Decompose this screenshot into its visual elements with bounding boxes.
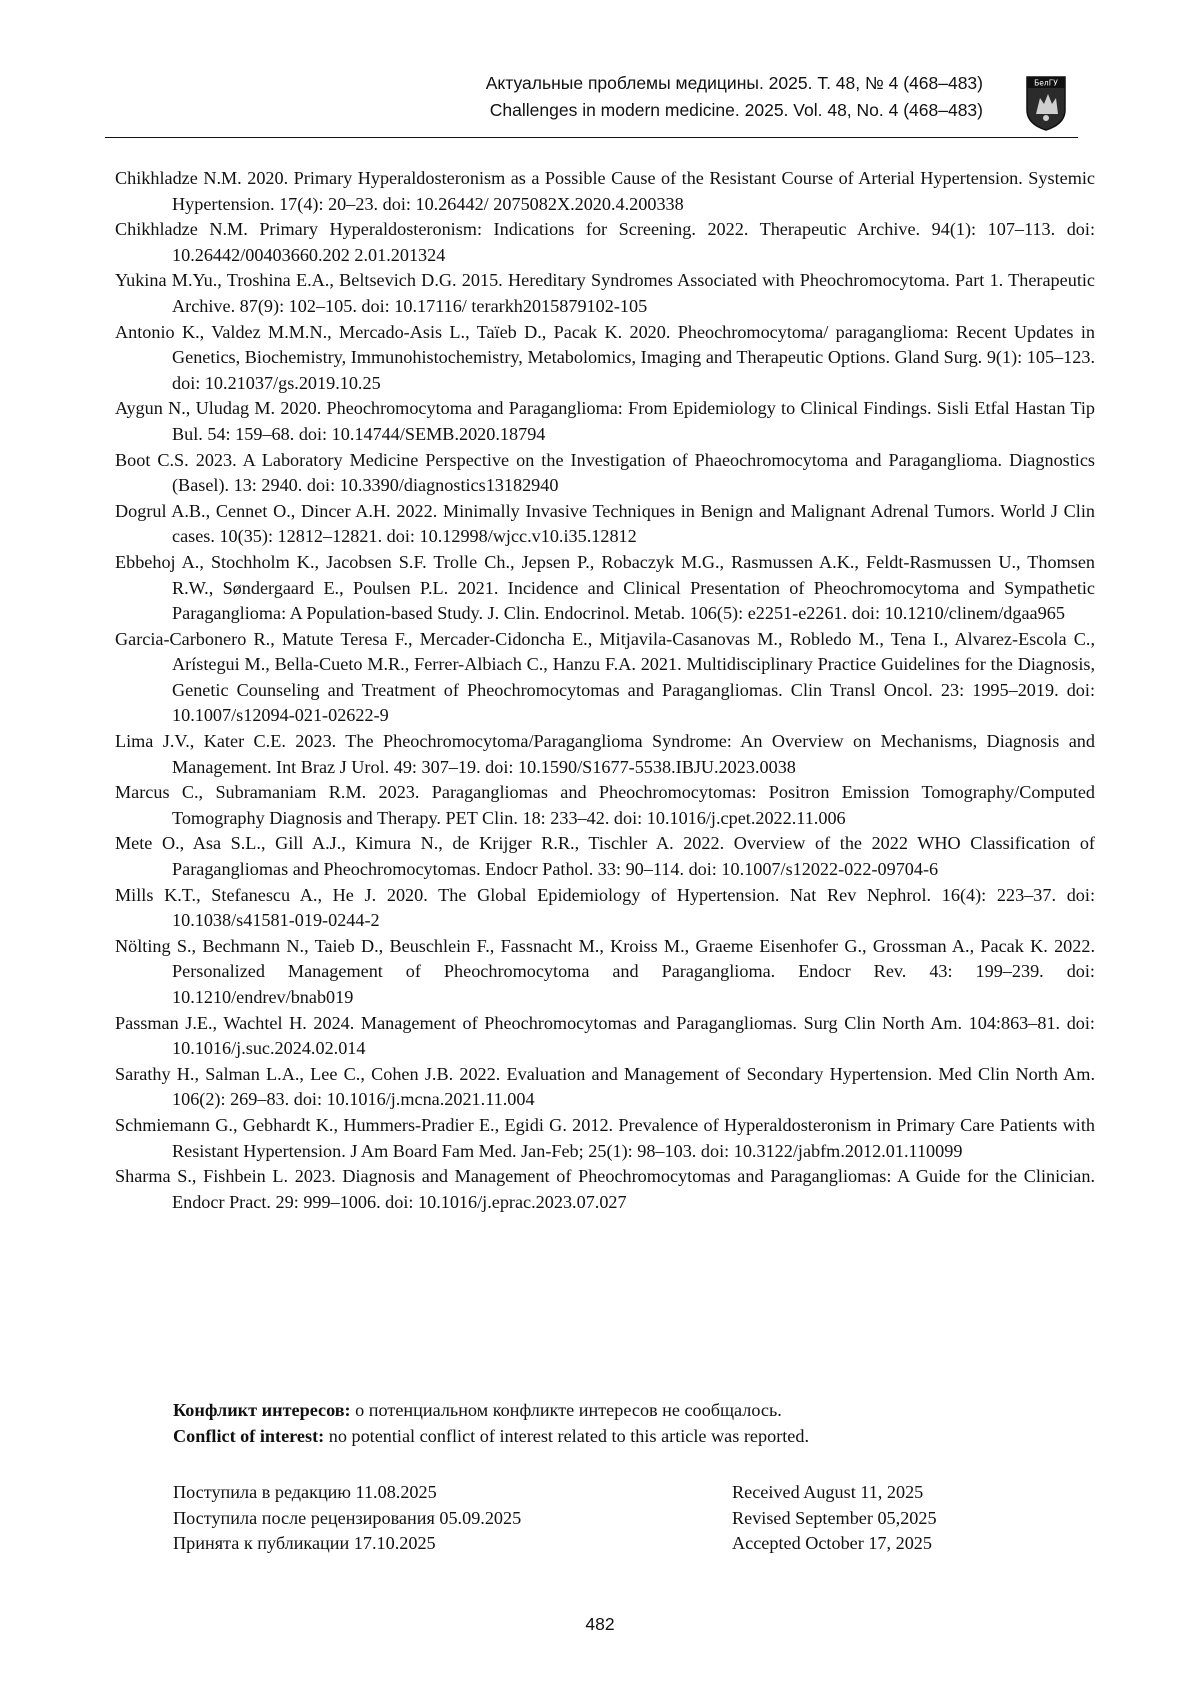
university-emblem-icon	[1024, 74, 1068, 132]
date-accepted-en: Accepted October 17, 2025	[732, 1533, 932, 1554]
conflict-ru-label: Конфликт интересов:	[173, 1400, 351, 1420]
reference-entry: Chikhladze N.M. Primary Hyperaldosteronism: Indications for Screening. 2022. Therapeutic Archive. 94(1): 107–113. doi: 10.26442/00403660.202 2.01.201324	[115, 219, 1095, 265]
reference-entry: Lima J.V., Kater C.E. 2023. The Pheochromocytoma/Paraganglioma Syndrome: An Overview on Mechanisms, Diagnosis and Management. Int Braz J Urol. 49: 307–19. doi: 10.1590/S1677-5538.IBJU.2023.0038	[115, 731, 1095, 777]
date-revised-en: Revised September 05,2025	[732, 1507, 937, 1528]
reference-entry: Ebbehoj A., Stochholm K., Jacobsen S.F. Trolle Ch., Jepsen P., Robaczyk M.G., Rasmussen A.K., Feldt-Rasmussen U., Thomsen R.W., Søndergaard E., Poulsen P.L. 2021. Incidence and Clinical Presentation of Pheochromocytoma and Sympathetic Paraganglioma: A Population-based Study. J. Clin. Endocrinol. Metab. 106(5): e2251-e2261. doi: 10.1210/clinem/dgaa965	[115, 551, 1095, 624]
reference-list	[115, 166, 1095, 1215]
dates-russian	[173, 1480, 693, 1557]
conflict-ru-text: о потенциальном конфликте интересов не сообщалось.	[350, 1400, 782, 1420]
conflict-en-text: no potential conflict of interest related to this article was reported.	[324, 1425, 810, 1446]
reference-entry: Sarathy H., Salman L.A., Lee C., Cohen J.B. 2022. Evaluation and Management of Secondary Hypertension. Med Clin North Am. 106(2): 269–83. doi: 10.1016/j.mcna.2021.11.004	[115, 1063, 1095, 1110]
reference-entry: Marcus C., Subramaniam R.M. 2023. Paragangliomas and Pheochromocytomas: Positron Emission Tomography/Computed Tomography Diagnosis and Therapy. PET Clin. 18: 233–42. doi: 10.1016/j.cpet.2022.11.006	[115, 782, 1095, 828]
running-header	[105, 70, 1078, 138]
emblem-lettering: БелГУ	[1034, 78, 1058, 88]
conflict-of-interest	[173, 1398, 1073, 1449]
reference-entry: Mete O., Asa S.L., Gill A.J., Kimura N., de Krijger R.R., Tischler A. 2022. Overview of the 2022 WHO Classification of Paragangliomas and Pheochromocytomas. Endocr Pathol. 33: 90–114. doi: 10.1007/s12022-022-09704-6	[115, 833, 1095, 880]
reference-entry: Boot C.S. 2023. A Laboratory Medicine Perspective on the Investigation of Phaeochromocytoma and Paraganglioma. Diagnostics (Basel). 13: 2940. doi: 10.3390/diagnostics13182940	[115, 449, 1095, 496]
reference-entry: Nölting S., Bechmann N., Taieb D., Beuschlein F., Fassnacht M., Kroiss M., Graeme Eisenhofer G., Grossman A., Pacak K. 2022. Personalized Management of Pheochromocytoma and Paraganglioma. Endocr Rev. 43: 199–239. doi: 10.1210/endrev/bnab019	[115, 935, 1095, 1007]
reference-entry: Schmiemann G., Gebhardt K., Hummers-Pradier E., Egidi G. 2012. Prevalence of Hyperaldosteronism in Primary Care Patients with Resistant Hypertension. J Am Board Fam Med. Jan-Feb; 25(1): 98–103. doi: 10.3122/jabfm.2012.01.110099	[115, 1114, 1095, 1161]
date-accepted-ru: Принята к публикации 17.10.2025	[173, 1533, 436, 1554]
reference-entry: Mills K.T., Stefanescu A., He J. 2020. The Global Epidemiology of Hypertension. Nat Rev Nephrol. 16(4): 223–37. doi: 10.1038/s41581-019-0244-2	[115, 884, 1095, 931]
reference-entry: Sharma S., Fishbein L. 2023. Diagnosis and Management of Pheochromocytomas and Paragangliomas: A Guide for the Clinician. Endocr Pract. 29: 999–1006. doi: 10.1016/j.eprac.2023.07.027	[115, 1166, 1095, 1212]
reference-entry: Garcia-Carbonero R., Matute Teresa F., Mercader-Cidoncha E., Mitjavila-Casanovas M., Robledo M., Tena I., Alvarez-Escola C., Arístegui M., Bella-Cueto M.R., Ferrer-Albiach C., Hanzu F.A. 2021. Multidisciplinary Practice Guidelines for the Diagnosis, Genetic Counseling and Treatment of Pheochromocytomas and Paragangliomas. Clin Transl Oncol. 23: 1995–2019. doi: 10.1007/s12094-021-02622-9	[115, 628, 1095, 726]
journal-citation	[486, 70, 983, 124]
date-revised-ru: Поступила после рецензирования 05.09.2025	[173, 1507, 522, 1528]
conflict-ru	[173, 1398, 1073, 1424]
dates-english	[732, 1480, 1052, 1557]
reference-entry: Aygun N., Uludag M. 2020. Pheochromocytoma and Paraganglioma: From Epidemiology to Clinical Findings. Sisli Etfal Hastan Tip Bul. 54: 159–68. doi: 10.14744/SEMB.2020.18794	[115, 398, 1095, 444]
reference-entry: Yukina M.Yu., Troshina E.A., Beltsevich D.G. 2015. Hereditary Syndromes Associated with Pheochromocytoma. Part 1. Therapeutic Archive. 87(9): 102–105. doi: 10.17116/ terarkh2015879102-105	[115, 270, 1095, 316]
reference-entry: Passman J.E., Wachtel H. 2024. Management of Pheochromocytomas and Paragangliomas. Surg Clin North Am. 104:863–81. doi: 10.1016/j.suc.2024.02.014	[115, 1012, 1095, 1059]
page-number: 482	[585, 1614, 615, 1634]
reference-entry: Antonio K., Valdez M.M.N., Mercado-Asis L., Taïeb D., Pacak K. 2020. Pheochromocytoma/ paraganglioma: Recent Updates in Genetics, Biochemistry, Immunohistochemistry, Metabolomics, Imaging and Therapeutic Options. Gland Surg. 9(1): 105–123. doi: 10.21037/gs.2019.10.25	[115, 321, 1095, 393]
journal-citation-ru: Актуальные проблемы медицины. 2025. Т. 48, № 4 (468–483)	[485, 73, 983, 93]
header-divider	[105, 137, 1078, 138]
date-received-en: Received August 11, 2025	[732, 1482, 924, 1502]
journal-citation-en: Challenges in modern medicine. 2025. Vol. 48, No. 4 (468–483)	[489, 100, 983, 120]
reference-entry: Dogrul A.B., Cennet O., Dincer A.H. 2022. Minimally Invasive Techniques in Benign and Malignant Adrenal Tumors. World J Clin cases. 10(35): 12812–12821. doi: 10.12998/wjcc.v10.i35.12812	[115, 500, 1095, 547]
date-received-ru: Поступила в редакцию 11.08.2025	[173, 1482, 437, 1502]
conflict-en	[173, 1424, 1073, 1450]
reference-entry: Chikhladze N.M. 2020. Primary Hyperaldosteronism as a Possible Cause of the Resistant Course of Arterial Hypertension. Systemic Hypertension. 17(4): 20–23. doi: 10.26442/ 2075082X.2020.4.200338	[115, 168, 1095, 214]
conflict-en-label: Conflict of interest:	[173, 1425, 325, 1446]
